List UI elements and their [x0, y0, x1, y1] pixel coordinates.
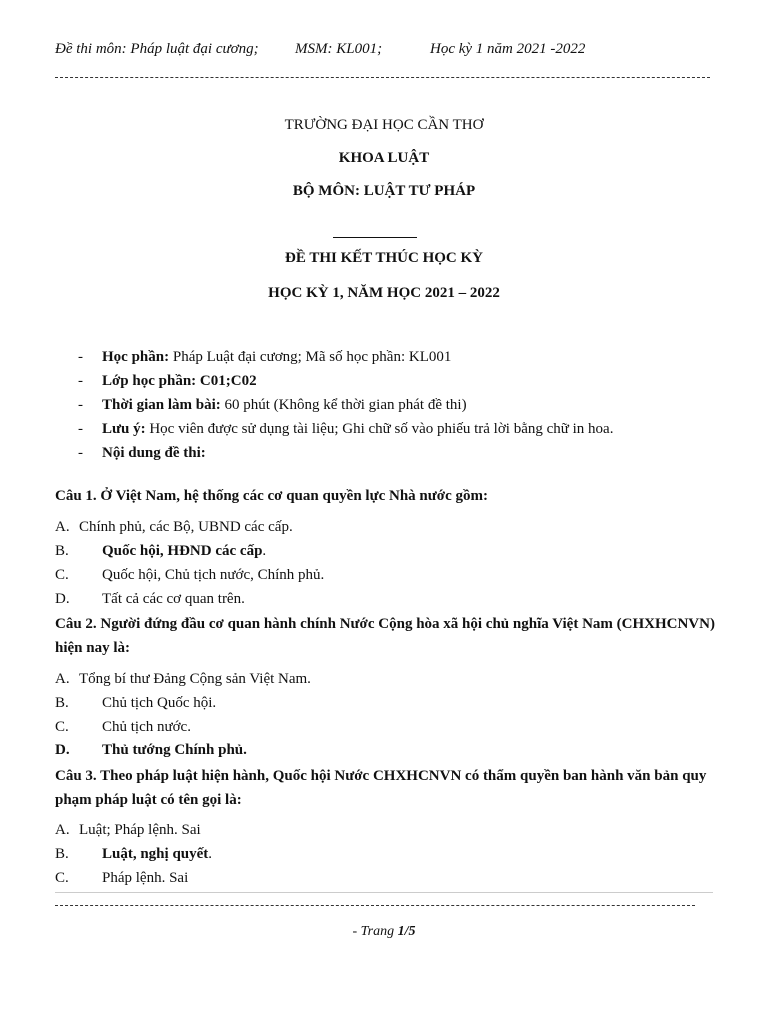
footer-divider	[55, 905, 695, 906]
option-suffix: .	[262, 543, 267, 559]
department-name: BỘ MÔN: LUẬT TƯ PHÁP	[292, 183, 476, 199]
option-letter: D.	[55, 742, 70, 758]
header-subject: Đề thi môn: Pháp luật đại cương;	[55, 41, 259, 57]
exam-semester: HỌC KỲ 1, NĂM HỌC 2021 – 2022	[268, 285, 500, 301]
question-3: Câu 3. Theo pháp luật hiện hành, Quốc hội Nước CHXHCNVN có thẩm quyền ban hành văn bản quy phạm pháp luật có tên gọi là:	[55, 768, 707, 808]
option-text: Tổng bí thư Đảng Cộng sản Việt Nam.	[79, 671, 311, 687]
option-letter: C.	[55, 870, 69, 886]
option-letter: B.	[55, 543, 69, 559]
info-label: Thời gian làm bài:	[102, 397, 221, 413]
info-dash: -	[78, 445, 83, 461]
info-label: Nội dung đề thi:	[102, 445, 206, 461]
info-dash: -	[78, 397, 83, 413]
option-text: Luật; Pháp lệnh. Sai	[79, 822, 201, 838]
option-suffix: .	[208, 846, 213, 862]
option-text: Quốc hội, Chủ tịch nước, Chính phủ.	[102, 567, 325, 583]
option-letter: B.	[55, 846, 69, 862]
option-letter: A.	[55, 822, 70, 838]
option-text: Chính phủ, các Bộ, UBND các cấp.	[79, 519, 293, 535]
exam-title: ĐỀ THI KẾT THÚC HỌC KỲ	[285, 250, 483, 266]
option-text: Thủ tướng Chính phủ.	[102, 742, 247, 758]
option-letter: C.	[55, 719, 69, 735]
page-footer	[0, 924, 768, 940]
info-dash: -	[78, 421, 83, 437]
option-text: Pháp lệnh. Sai	[102, 870, 189, 886]
header-divider	[55, 77, 710, 78]
page-number: 1/5	[397, 924, 416, 939]
title-rule	[333, 237, 417, 238]
option-text: Luật, nghị quyết	[102, 846, 209, 862]
option-letter: A.	[55, 519, 70, 535]
info-label: Học phần:	[102, 349, 170, 365]
info-label: Lớp học phần: C01;C02	[102, 373, 257, 389]
question-2: Câu 2. Người đứng đầu cơ quan hành chính Nước Cộng hòa xã hội chủ nghĩa Việt Nam (CHXHCNVN) hiện nay là:	[55, 616, 715, 656]
option-text: Tất cả các cơ quan trên.	[102, 591, 245, 607]
option-letter: A.	[55, 671, 70, 687]
footer-rule	[55, 892, 713, 893]
faculty-name: KHOA LUẬT	[338, 150, 430, 166]
header-term: Học kỳ 1 năm 2021 -2022	[430, 41, 586, 57]
info-value: 60 phút (Không kể thời gian phát đề thi)	[220, 397, 467, 413]
header-code: MSM: KL001;	[295, 41, 383, 57]
info-value: Pháp Luật đại cương; Mã số học phần: KL001	[169, 349, 452, 365]
info-value: Học viên được sử dụng tài liệu; Ghi chữ số vào phiếu trả lời bằng chữ in hoa.	[145, 421, 614, 437]
option-text: Chủ tịch nước.	[102, 719, 191, 735]
info-dash: -	[78, 373, 83, 389]
university-name: TRƯỜNG ĐẠI HỌC CẦN THƠ	[284, 117, 484, 133]
question-1: Câu 1. Ở Việt Nam, hệ thống các cơ quan quyền lực Nhà nước gồm:	[55, 488, 488, 504]
info-label: Lưu ý:	[102, 421, 146, 437]
option-letter: C.	[55, 567, 69, 583]
footer-prefix: - Trang	[352, 924, 398, 939]
option-text: Quốc hội, HĐND các cấp	[102, 543, 263, 559]
option-letter: B.	[55, 695, 69, 711]
option-text: Chủ tịch Quốc hội.	[102, 695, 217, 711]
option-letter: D.	[55, 591, 70, 607]
info-dash: -	[78, 349, 83, 365]
